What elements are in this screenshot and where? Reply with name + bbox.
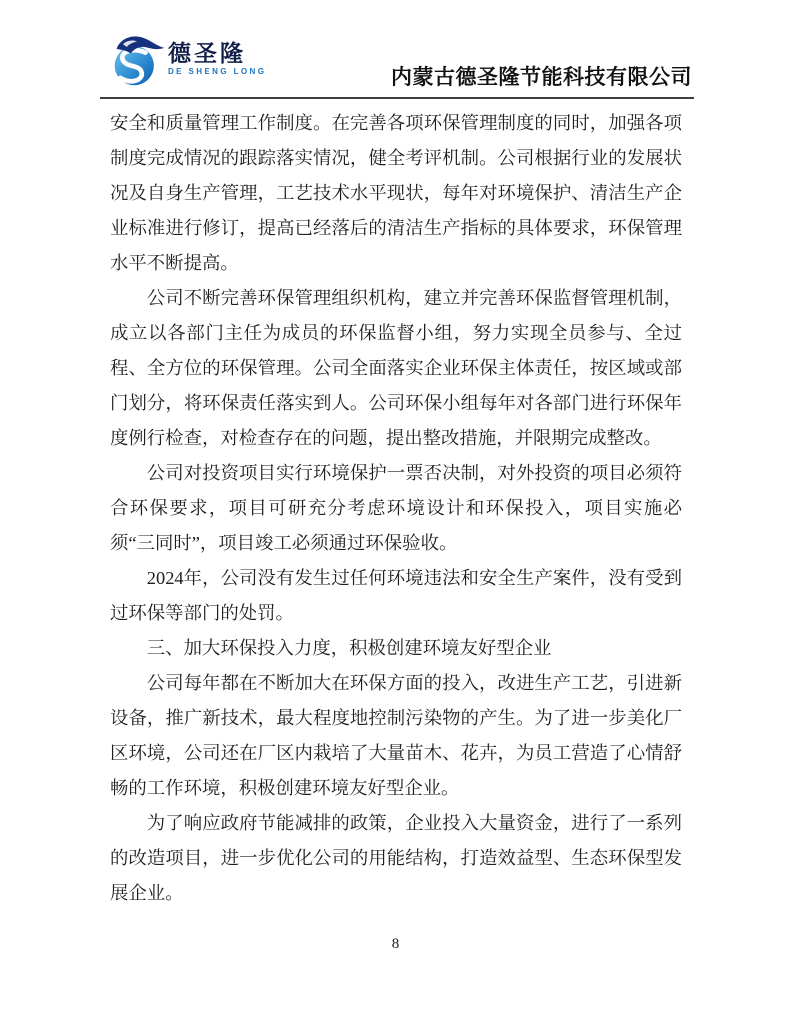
paragraph: 安全和质量管理工作制度。在完善各项环保管理制度的同时，加强各项制度完成情况的跟踪落实情况，健全考评机制。公司根据行业的发展状况及自身生产管理，工艺技术水平现状，每年对环境保护、清洁生产企业标准进行修订，提高已经落后的清洁生产指标的具体要求，环保管理水平不断提高。 xyxy=(110,113,682,273)
document-body xyxy=(100,99,694,911)
paragraph: 公司每年都在不断加大在环保方面的投入，改进生产工艺，引进新设备，推广新技术，最大程度地控制污染物的产生。为了进一步美化厂区环境，公司还在厂区内栽培了大量苗木、花卉，为员工营造了心情舒畅的工作环境，积极创建环境友好型企业。 xyxy=(110,673,682,798)
paragraph: 公司不断完善环保管理组织机构，建立并完善环保监督管理机制，成立以各部门主任为成员的环保监督小组，努力实现全员参与、全过程、全方位的环保管理。公司全面落实企业环保主体责任，按区域或部门划分，将环保责任落实到人。公司环保小组每年对各部门进行环保年度例行检查，对检查存在的问题，提出整改措施，并限期完成整改。 xyxy=(110,288,682,448)
logo-brand-cn: 德圣隆 xyxy=(168,40,246,66)
dragon-sphere-logo-icon xyxy=(110,33,166,89)
section-heading: 三、加大环保投入力度，积极创建环境友好型企业 xyxy=(146,638,552,658)
company-logo xyxy=(110,33,266,89)
logo-brand-en: DE SHENG LONG xyxy=(168,67,267,76)
paragraph: 公司对投资项目实行环境保护一票否决制，对外投资的项目必须符合环保要求，项目可研充分考虑环境设计和环保投入，项目实施必须“三同时”，项目竣工必须通过环保验收。 xyxy=(110,463,682,553)
paragraph: 2024年，公司没有发生过任何环境违法和安全生产案件，没有受到过环保等部门的处罚。 xyxy=(110,568,682,623)
page-header xyxy=(100,0,694,99)
company-name: 内蒙古德圣隆节能科技有限公司 xyxy=(391,65,692,89)
page-number: 8 xyxy=(391,936,400,952)
paragraph: 为了响应政府节能减排的政策，企业投入大量资金，进行了一系列的改造项目，进一步优化公司的用能结构，打造效益型、生态环保型发展企业。 xyxy=(110,813,682,903)
page-footer xyxy=(0,936,791,953)
page-content xyxy=(100,0,694,911)
logo-wordmark xyxy=(168,42,266,76)
